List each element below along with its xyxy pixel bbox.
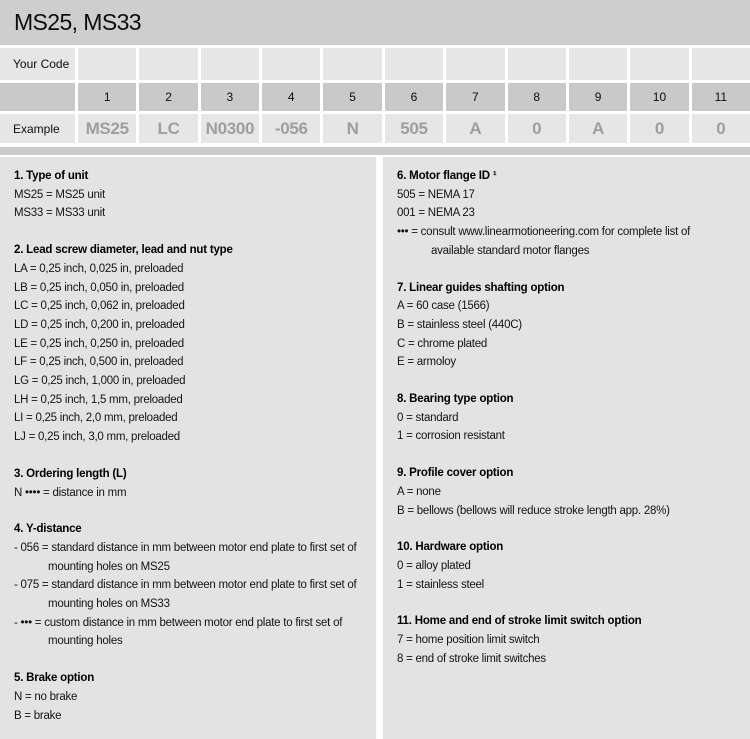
section-line: B = bellows (bellows will reduce stroke length app. 28%) <box>397 504 670 517</box>
your-code-label: Your Code <box>0 48 75 80</box>
section-line: LC = 0,25 inch, 0,062 in, preloaded <box>14 300 185 313</box>
section-line: LF = 0,25 inch, 0,500 in, preloaded <box>14 356 184 369</box>
your-code-cell-5 <box>323 48 381 80</box>
section-line: LE = 0,25 inch, 0,250 in, preloaded <box>14 337 184 350</box>
spec-section <box>397 538 736 594</box>
example-label: Example <box>0 114 75 143</box>
section-heading: 9. Profile cover option <box>397 467 514 480</box>
section-line-continuation: mounting holes on MS33 <box>48 598 170 611</box>
spec-body <box>0 157 750 739</box>
example-value-2: LC <box>139 114 197 143</box>
section-line: 7 = home position limit switch <box>397 634 540 647</box>
spec-section <box>14 520 362 651</box>
section-line: - 056 = standard distance in mm between motor end plate to first set of <box>14 541 357 554</box>
section-line: 505 = NEMA 17 <box>397 188 475 201</box>
section-heading: 7. Linear guides shafting option <box>397 281 565 294</box>
your-code-cell-10 <box>630 48 688 80</box>
section-line: 0 = alloy plated <box>397 559 471 572</box>
section-line: 1 = corrosion resistant <box>397 430 505 443</box>
section-line: LG = 0,25 inch, 1,000 in, preloaded <box>14 375 186 388</box>
section-heading: 11. Home and end of stroke limit switch option <box>397 615 642 628</box>
section-line: ••• = consult www.linearmotioneering.com for complete list of <box>397 226 691 239</box>
section-line: LA = 0,25 inch, 0,025 in, preloaded <box>14 262 184 275</box>
spec-section <box>397 390 736 446</box>
example-value-4: -056 <box>262 114 320 143</box>
section-line: B = brake <box>14 709 62 722</box>
spec-section <box>397 279 736 373</box>
section-divider <box>0 147 750 155</box>
position-number-7: 7 <box>446 83 504 111</box>
your-code-cell-6 <box>385 48 443 80</box>
your-code-cell-2 <box>139 48 197 80</box>
example-value-3: N0300 <box>201 114 259 143</box>
section-line-continuation: mounting holes <box>48 635 123 648</box>
position-number-3: 3 <box>201 83 259 111</box>
spec-section <box>14 167 362 223</box>
section-line: B = stainless steel (440C) <box>397 318 522 331</box>
spec-section <box>14 241 362 447</box>
example-value-8: 0 <box>508 114 566 143</box>
section-line-continuation: available standard motor flanges <box>431 244 590 257</box>
spec-column-left <box>0 157 376 739</box>
section-line: 8 = end of stroke limit switches <box>397 652 546 665</box>
position-number-1: 1 <box>78 83 136 111</box>
spec-section <box>397 612 736 668</box>
positions-row-label <box>0 83 75 111</box>
position-number-11: 11 <box>692 83 750 111</box>
position-number-5: 5 <box>323 83 381 111</box>
spec-section <box>397 464 736 520</box>
section-line: LD = 0,25 inch, 0,200 in, preloaded <box>14 318 185 331</box>
section-heading: 8. Bearing type option <box>397 393 514 406</box>
section-heading: 3. Ordering length (L) <box>14 467 127 480</box>
ordering-code-table <box>0 48 750 143</box>
position-number-2: 2 <box>139 83 197 111</box>
spec-section <box>14 669 362 725</box>
section-line: 001 = NEMA 23 <box>397 207 475 220</box>
title-bar <box>0 0 750 45</box>
example-value-11: 0 <box>692 114 750 143</box>
your-code-cell-11 <box>692 48 750 80</box>
section-line: MS25 = MS25 unit <box>14 188 105 201</box>
section-heading: 2. Lead screw diameter, lead and nut type <box>14 244 233 257</box>
position-number-8: 8 <box>508 83 566 111</box>
section-heading: 10. Hardware option <box>397 541 504 554</box>
section-heading: 6. Motor flange ID ¹ <box>397 170 497 182</box>
section-line: A = 60 case (1566) <box>397 300 490 313</box>
section-line: C = chrome plated <box>397 337 488 350</box>
spec-column-right <box>383 157 750 739</box>
section-line: 1 = stainless steel <box>397 578 484 591</box>
section-line-continuation: mounting holes on MS25 <box>48 560 170 573</box>
your-code-cell-4 <box>262 48 320 80</box>
spec-section <box>397 167 736 261</box>
section-line: LB = 0,25 inch, 0,050 in, preloaded <box>14 281 184 294</box>
position-number-9: 9 <box>569 83 627 111</box>
position-number-10: 10 <box>630 83 688 111</box>
your-code-cell-8 <box>508 48 566 80</box>
section-line: N •••• = distance in mm <box>14 486 127 499</box>
section-line: A = none <box>397 485 441 498</box>
example-value-5: N <box>323 114 381 143</box>
your-code-cell-1 <box>78 48 136 80</box>
section-line: LH = 0,25 inch, 1,5 mm, preloaded <box>14 393 183 406</box>
spec-section <box>14 465 362 502</box>
section-line: N = no brake <box>14 690 78 703</box>
section-line: - ••• = custom distance in mm between motor end plate to first set of <box>14 616 343 629</box>
section-line: MS33 = MS33 unit <box>14 207 105 220</box>
example-value-9: A <box>569 114 627 143</box>
section-heading: 1. Type of unit <box>14 170 89 182</box>
position-number-6: 6 <box>385 83 443 111</box>
example-value-10: 0 <box>630 114 688 143</box>
example-value-6: 505 <box>385 114 443 143</box>
section-line: E = armoloy <box>397 356 456 369</box>
section-line: LJ = 0,25 inch, 3,0 mm, preloaded <box>14 431 180 444</box>
your-code-cell-7 <box>446 48 504 80</box>
page-title: MS25, MS33 <box>14 9 141 35</box>
example-value-7: A <box>446 114 504 143</box>
section-line: 0 = standard <box>397 411 459 424</box>
your-code-cell-3 <box>201 48 259 80</box>
position-number-4: 4 <box>262 83 320 111</box>
section-heading: 5. Brake option <box>14 672 95 685</box>
section-line: LI = 0,25 inch, 2,0 mm, preloaded <box>14 412 178 425</box>
section-heading: 4. Y-distance <box>14 523 82 536</box>
example-value-1: MS25 <box>78 114 136 143</box>
your-code-cell-9 <box>569 48 627 80</box>
section-line: - 075 = standard distance in mm between motor end plate to first set of <box>14 579 357 592</box>
